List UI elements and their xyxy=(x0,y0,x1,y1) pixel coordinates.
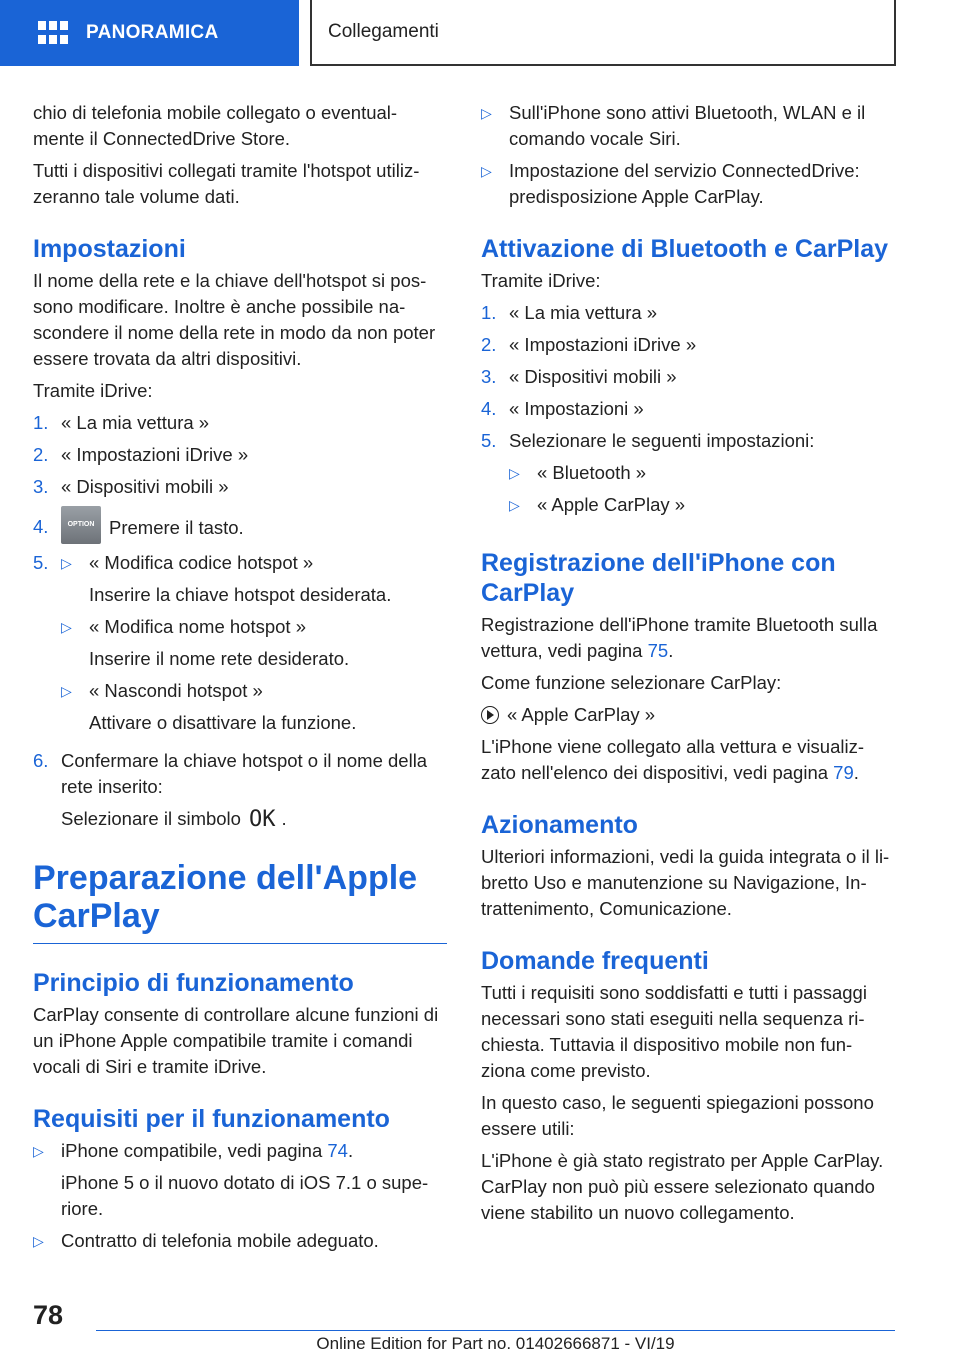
page-link[interactable]: 75 xyxy=(647,640,669,661)
list-item xyxy=(481,100,895,152)
step-number: 1. xyxy=(33,412,49,433)
paragraph: Tramite iDrive: xyxy=(33,380,153,401)
step-number: 5. xyxy=(33,552,49,573)
punct: . xyxy=(668,640,674,661)
list-item xyxy=(33,442,447,468)
section-heading: Impostazioni xyxy=(33,235,186,263)
play-icon xyxy=(481,706,499,724)
section-tab-label: Collegamenti xyxy=(328,21,439,42)
section-heading: Azionamento xyxy=(481,811,638,839)
list-item xyxy=(33,474,447,500)
step-text: « Modifica nome hotspot » xyxy=(89,616,306,637)
page-header xyxy=(0,0,960,66)
list-item xyxy=(509,460,895,486)
step-text: Selezionare il simbolo xyxy=(61,808,241,829)
punct: . xyxy=(347,1140,354,1162)
list-item xyxy=(33,550,447,742)
footer-divider xyxy=(96,1330,895,1331)
paragraph: Come funzione selezionare CarPlay: xyxy=(481,672,782,693)
paragraph: CarPlay consente di controllare alcune funzioni di un iPhone Apple compatibile tramite i comandi vocali di Siri e tramite iDrive. xyxy=(33,1004,439,1078)
step-number: 4. xyxy=(33,516,49,537)
paragraph: Tramite iDrive: xyxy=(481,270,601,291)
list-item xyxy=(33,410,447,436)
intro-paragraph: chio di telefonia mobile collegato o eventual-mente il ConnectedDrive Store. xyxy=(33,102,398,149)
list-item xyxy=(481,428,895,524)
list-item xyxy=(481,158,895,210)
list-item xyxy=(481,396,895,422)
step-number: 5. xyxy=(481,430,497,451)
list-item xyxy=(33,1138,447,1222)
intro-paragraph: Tutti i dispositivi collegati tramite l'hotspot utiliz-zeranno tale volume dati. xyxy=(33,160,420,207)
step-desc: Attivare o disattivare la funzione. xyxy=(89,712,357,733)
step-text: « Impostazioni iDrive » xyxy=(61,444,249,465)
step-desc: Inserire la chiave hotspot desiderata. xyxy=(89,584,392,605)
list-item xyxy=(61,678,447,736)
step-text: Premere il tasto. xyxy=(109,516,244,538)
step-number: 3. xyxy=(481,366,497,387)
list-item xyxy=(33,514,447,544)
step-text: Selezionare le seguenti impostazioni: xyxy=(509,430,815,451)
numbered-steps xyxy=(33,410,447,833)
step-text: « La mia vettura » xyxy=(509,302,658,323)
item-text: Contratto di telefonia mobile adeguato. xyxy=(61,1230,379,1252)
section-heading: Attivazione di Bluetooth e CarPlay xyxy=(481,235,889,263)
chapter-heading: Preparazione dell'Apple CarPlay xyxy=(33,859,447,944)
step-number: 2. xyxy=(481,334,497,355)
step-number: 2. xyxy=(33,444,49,465)
punct: . xyxy=(281,808,287,829)
punct: . xyxy=(853,762,859,783)
list-item xyxy=(61,614,447,672)
paragraph: Tutti i requisiti sono soddisfatti e tutti i passaggi necessari sono stati eseguiti nella sequenza ri-chiesta. Tuttavia il dispositivo mobile non fun-ziona come previsto. xyxy=(481,982,867,1081)
section-heading: Principio di funzionamento xyxy=(33,969,354,998)
sub-bullets xyxy=(61,550,447,736)
step-text: « Impostazioni iDrive » xyxy=(509,334,697,355)
list-item xyxy=(509,492,895,518)
triangle-bullet-icon: ▷ xyxy=(509,497,520,513)
step-text: « La mia vettura » xyxy=(61,412,210,433)
triangle-bullet-icon: ▷ xyxy=(61,555,72,571)
left-column xyxy=(33,100,447,1260)
triangle-bullet-icon: ▷ xyxy=(61,619,72,635)
paragraph: Ulteriori informazioni, vedi la guida integrata o il li-bretto Uso e manutenzione su Navigazione, In-trattenimento, Comunicazione. xyxy=(481,846,890,919)
step-number: 3. xyxy=(33,476,49,497)
section-tab[interactable] xyxy=(310,0,896,66)
list-item xyxy=(33,748,447,833)
triangle-bullet-icon: ▷ xyxy=(33,1233,44,1250)
step-desc: Inserire il nome rete desiderato. xyxy=(89,648,350,669)
list-item xyxy=(61,550,447,608)
paragraph: Il nome della rete e la chiave dell'hotspot si pos-sono modificare. Inoltre è anche possibile na-scondere il nome della rete in modo da non poter essere trovata da altri dispositivi. xyxy=(33,270,436,369)
item-text: iPhone compatibile, vedi pagina xyxy=(61,1140,328,1162)
section-heading: Domande frequenti xyxy=(481,947,709,975)
page-link[interactable]: 74 xyxy=(327,1140,348,1162)
paragraph xyxy=(481,612,895,664)
item-text: Impostazione del servizio ConnectedDrive: predisposizione Apple CarPlay. xyxy=(509,160,860,207)
step-text: « Nascondi hotspot » xyxy=(89,680,263,701)
step-text: « Apple CarPlay » xyxy=(537,494,686,515)
numbered-steps xyxy=(481,300,895,524)
overview-tab-label: PANORAMICA xyxy=(86,22,219,43)
list-item xyxy=(481,300,895,326)
paragraph: In questo caso, le seguenti spiegazioni possono essere utili: xyxy=(481,1092,874,1139)
triangle-bullet-icon: ▷ xyxy=(33,1143,44,1160)
triangle-bullet-icon: ▷ xyxy=(481,163,492,179)
list-item xyxy=(481,332,895,358)
ok-icon: OK xyxy=(248,807,276,833)
triangle-bullet-icon: ▷ xyxy=(509,465,520,481)
list-item xyxy=(33,1228,447,1254)
section-heading: Registrazione dell'iPhone con CarPlay xyxy=(481,549,836,607)
step-text: « Dispositivi mobili » xyxy=(61,476,229,497)
triangle-bullet-icon: ▷ xyxy=(61,683,72,699)
sub-bullets xyxy=(509,460,895,518)
item-text: Sull'iPhone sono attivi Bluetooth, WLAN e il comando vocale Siri. xyxy=(509,102,866,149)
requirements-list xyxy=(33,1138,447,1254)
paragraph xyxy=(481,734,895,786)
item-desc: iPhone 5 o il nuovo dotato di iOS 7.1 o supe-riore. xyxy=(61,1172,429,1220)
page-link[interactable]: 79 xyxy=(833,762,854,783)
right-column xyxy=(481,100,895,1232)
step-text: « Bluetooth » xyxy=(537,462,647,483)
text: « Apple CarPlay » xyxy=(507,704,656,725)
edition-footer: Online Edition for Part no. 01402666871 - VI/19 xyxy=(316,1334,675,1353)
list-item xyxy=(481,364,895,390)
step-text: Confermare la chiave hotspot o il nome della rete inserito: xyxy=(61,750,428,797)
step-text: « Modifica codice hotspot » xyxy=(89,552,314,573)
step-number: 6. xyxy=(33,750,49,771)
paragraph xyxy=(481,702,895,728)
text: L'iPhone viene collegato alla vettura e visualiz-zato nell'elenco dei dispositivi, vedi pagina xyxy=(481,736,865,783)
text: Registrazione dell'iPhone tramite Bluetooth sulla vettura, vedi pagina xyxy=(481,614,878,661)
section-heading: Requisiti per il funzionamento xyxy=(33,1105,390,1134)
step-text: « Impostazioni » xyxy=(509,398,644,419)
requirements-list xyxy=(481,100,895,210)
paragraph: L'iPhone è già stato registrato per Apple CarPlay. CarPlay non può più essere selezionato quando viene stabilito un nuovo collegamento. xyxy=(481,1150,884,1223)
triangle-bullet-icon: ▷ xyxy=(481,105,492,121)
step-text: « Dispositivi mobili » xyxy=(509,366,677,387)
page-number: 78 xyxy=(33,1300,64,1330)
step-number: 1. xyxy=(481,302,497,323)
step-number: 4. xyxy=(481,398,497,419)
option-button-icon: OPTION xyxy=(61,506,101,544)
overview-tab[interactable] xyxy=(0,0,299,66)
grid-icon xyxy=(38,21,68,45)
